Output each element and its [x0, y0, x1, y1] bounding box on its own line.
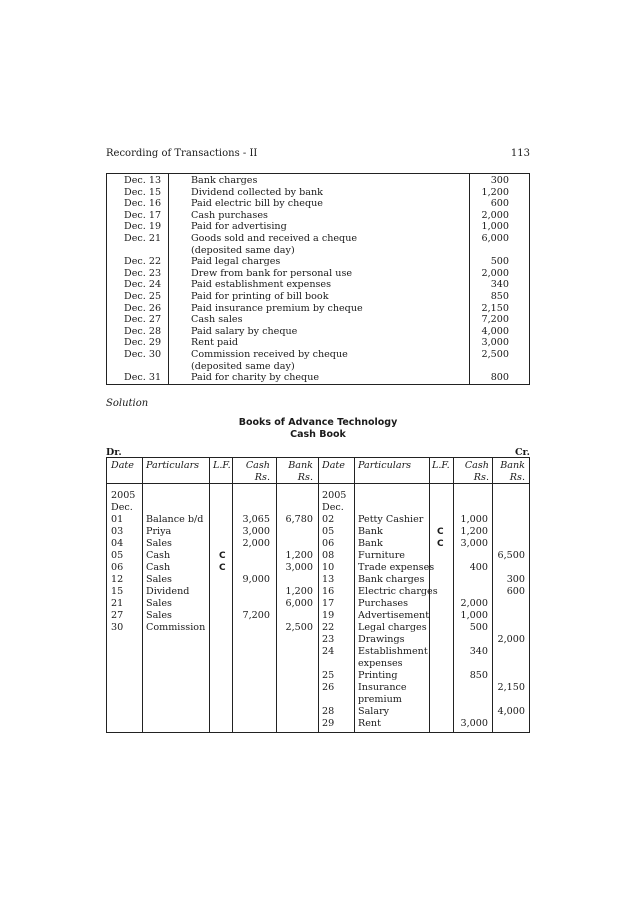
cr-cash: 400 — [469, 562, 488, 573]
header-lf-dr: L.F. — [213, 460, 231, 471]
cr-particulars: expenses — [358, 658, 403, 669]
transaction-particulars: Paid insurance premium by cheque — [191, 302, 363, 314]
cr-cash: 1,200 — [460, 526, 488, 537]
transaction-amount: 2,000 — [481, 209, 509, 221]
transaction-row — [107, 268, 529, 280]
transaction-row — [107, 233, 529, 245]
transaction-row — [107, 314, 529, 326]
header-divider — [107, 483, 529, 484]
header-date-dr: Date — [111, 460, 134, 471]
transaction-date: Dec. 27 — [124, 314, 162, 326]
header-bank-dr: Bank — [288, 460, 313, 471]
transaction-particulars: Paid salary by cheque — [191, 325, 298, 337]
transaction-particulars: Cash sales — [191, 314, 243, 326]
header-lf-cr: L.F. — [432, 460, 450, 471]
transaction-amount: 7,200 — [481, 314, 509, 326]
transaction-particulars: Bank charges — [191, 175, 258, 186]
dr-particulars: Sales — [146, 574, 172, 585]
cr-date: 08 — [322, 550, 335, 561]
transaction-row — [107, 198, 529, 210]
dr-date: 30 — [111, 622, 124, 633]
transaction-date: Dec. 19 — [124, 221, 162, 233]
header-cash-unit-cr: Rs. — [473, 472, 489, 483]
page-number: 113 — [510, 148, 530, 159]
transaction-amount: 500 — [490, 256, 509, 268]
header-date-cr: Date — [322, 460, 345, 471]
transaction-particulars: Goods sold and received a cheque — [191, 233, 358, 244]
cash-book-row — [107, 514, 529, 526]
dr-particulars: Dividend — [146, 586, 190, 597]
dr-date: 21 — [111, 598, 124, 609]
transaction-date: Dec. 17 — [124, 209, 162, 221]
dr-date: 04 — [111, 538, 124, 549]
dr-bank: 1,200 — [285, 586, 313, 597]
cr-particulars: Purchases — [358, 598, 409, 609]
cr-date: 24 — [322, 646, 335, 657]
cr-bank: 600 — [506, 586, 525, 597]
dr-particulars: Balance b/d — [146, 514, 204, 525]
cr-date: 22 — [322, 622, 335, 633]
chapter-title: Recording of Transactions - II — [106, 148, 258, 159]
cr-lf: C — [437, 527, 444, 537]
transaction-date: Dec. 22 — [124, 256, 162, 268]
cr-particulars: Establishment — [358, 646, 428, 657]
transaction-amount: 340 — [490, 279, 509, 291]
cr-particulars: Trade expenses — [358, 562, 435, 573]
cr-particulars: Bank — [358, 526, 383, 537]
cr-date: 19 — [322, 610, 335, 621]
book-subtitle: Cash Book — [290, 429, 346, 440]
book-title: Books of Advance Technology — [238, 417, 398, 428]
cr-date: 28 — [322, 706, 335, 717]
cr-date: 13 — [322, 574, 335, 585]
transaction-particulars: Paid legal charges — [191, 256, 281, 268]
transaction-row — [107, 361, 529, 373]
transaction-date: Dec. 13 — [124, 175, 162, 186]
cr-lf: C — [437, 539, 444, 549]
cr-cash: 1,000 — [460, 514, 488, 525]
cash-book-row — [107, 658, 529, 670]
dr-date: 27 — [111, 610, 124, 621]
cr-bank: 300 — [506, 574, 525, 585]
transaction-date: Dec. 16 — [124, 198, 162, 210]
transaction-row — [107, 221, 529, 233]
cr-date: 25 — [322, 670, 335, 681]
dr-date: 06 — [111, 562, 124, 573]
dr-label: Dr. — [106, 447, 122, 458]
cr-particulars: Advertisement — [358, 610, 430, 621]
header-bank-unit-dr: Rs. — [297, 472, 313, 483]
dr-cash: 3,000 — [242, 526, 270, 537]
dr-date: Dec. — [111, 502, 133, 513]
dr-particulars: Sales — [146, 598, 172, 609]
cr-date: 26 — [322, 682, 335, 693]
transaction-amount: 1,200 — [481, 186, 509, 198]
transaction-row — [107, 349, 529, 361]
cr-particulars: Printing — [358, 670, 398, 681]
cr-particulars: Rent — [358, 718, 381, 729]
dr-bank: 1,200 — [285, 550, 313, 561]
transaction-particulars: Cash purchases — [191, 209, 268, 221]
dr-cash: 2,000 — [242, 538, 270, 549]
cash-book-row — [107, 694, 529, 706]
header-cash-unit-dr: Rs. — [254, 472, 270, 483]
transaction-date: Dec. 21 — [124, 233, 162, 244]
cr-particulars: Legal charges — [358, 622, 427, 633]
transaction-amount: 2,500 — [481, 349, 509, 360]
transaction-date: Dec. 24 — [124, 279, 162, 291]
dr-date: 01 — [111, 514, 124, 525]
transaction-row — [107, 337, 529, 349]
cash-book-row — [107, 718, 529, 730]
cr-date: 2005 — [322, 490, 347, 501]
transaction-row — [107, 291, 529, 303]
transaction-amount: 850 — [490, 291, 509, 302]
cash-book-row — [107, 574, 529, 586]
transaction-amount: 600 — [490, 198, 509, 210]
dr-lf: C — [219, 563, 226, 573]
dr-bank: 6,780 — [285, 514, 313, 525]
cash-book-row — [107, 550, 529, 562]
transactions-table — [106, 173, 530, 385]
cash-book-row — [107, 634, 529, 646]
transaction-row — [107, 326, 529, 338]
cr-particulars: Electric charges — [358, 586, 438, 597]
dr-date: 12 — [111, 574, 124, 585]
cash-book-row — [107, 586, 529, 598]
cash-book-row — [107, 538, 529, 550]
transaction-particulars: (deposited same day) — [191, 360, 295, 372]
cr-bank: 6,500 — [497, 550, 525, 561]
header-cash-dr: Cash — [245, 460, 270, 471]
dr-cash: 9,000 — [242, 574, 270, 585]
cr-cash: 340 — [469, 646, 488, 657]
transaction-row — [107, 279, 529, 291]
transaction-amount: 4,000 — [481, 325, 509, 337]
header-particulars-dr: Particulars — [146, 460, 200, 471]
header-cash-cr: Cash — [464, 460, 489, 471]
cr-particulars: Salary — [358, 706, 390, 717]
cr-date: 10 — [322, 562, 335, 573]
cash-book-row — [107, 598, 529, 610]
dr-date: 03 — [111, 526, 124, 537]
cr-cash: 3,000 — [460, 538, 488, 549]
cash-book-row — [107, 490, 529, 502]
cash-book-row — [107, 670, 529, 682]
dr-particulars: Sales — [146, 610, 172, 621]
cash-book-row — [107, 502, 529, 514]
dr-lf: C — [219, 551, 226, 561]
cr-particulars: Insurance — [358, 682, 407, 693]
cr-cash: 2,000 — [460, 598, 488, 609]
transaction-row — [107, 256, 529, 268]
dr-particulars: Cash — [146, 562, 171, 573]
transaction-particulars: Paid for advertising — [191, 221, 287, 233]
dr-bank: 2,500 — [285, 622, 313, 633]
transaction-particulars: (deposited same day) — [191, 244, 295, 256]
cr-bank: 2,150 — [497, 682, 525, 693]
header-bank-cr: Bank — [500, 460, 525, 471]
transaction-particulars: Paid electric bill by cheque — [191, 198, 323, 210]
solution-label: Solution — [106, 398, 149, 409]
transaction-particulars: Paid for printing of bill book — [191, 291, 329, 302]
transaction-particulars: Drew from bank for personal use — [191, 267, 353, 279]
transaction-date: Dec. 31 — [124, 372, 162, 384]
cr-cash: 3,000 — [460, 718, 488, 729]
transaction-amount: 1,000 — [481, 221, 509, 233]
cr-label: Cr. — [514, 447, 530, 458]
cash-book-row — [107, 562, 529, 574]
transaction-row — [107, 372, 529, 384]
cr-date: 02 — [322, 514, 335, 525]
cash-book-row — [107, 682, 529, 694]
cr-particulars: Bank — [358, 538, 383, 549]
dr-particulars: Cash — [146, 550, 171, 561]
dr-particulars: Sales — [146, 538, 172, 549]
transaction-date: Dec. 15 — [124, 186, 162, 198]
transaction-date: Dec. 23 — [124, 267, 162, 279]
transaction-date: Dec. 25 — [124, 291, 162, 302]
cr-particulars: Furniture — [358, 550, 405, 561]
cr-particulars: Bank charges — [358, 574, 425, 585]
cr-cash: 500 — [469, 622, 488, 633]
dr-date: 2005 — [111, 490, 136, 501]
dr-particulars: Commission — [146, 622, 206, 633]
cr-date: 16 — [322, 586, 335, 597]
transaction-particulars: Rent paid — [191, 337, 239, 349]
cr-particulars: Drawings — [358, 634, 405, 645]
book-title-block — [106, 417, 530, 441]
transaction-date: Dec. 26 — [124, 302, 162, 314]
transaction-particulars: Commission received by cheque — [191, 349, 348, 360]
cr-date: 29 — [322, 718, 335, 729]
transaction-particulars: Paid for charity by cheque — [191, 372, 320, 384]
dr-particulars: Priya — [146, 526, 172, 537]
transaction-row — [107, 210, 529, 222]
cr-date: 05 — [322, 526, 335, 537]
cr-date: 17 — [322, 598, 335, 609]
transaction-row — [107, 187, 529, 199]
page-header — [106, 148, 530, 159]
header-particulars-cr: Particulars — [358, 460, 412, 471]
transaction-row — [107, 245, 529, 257]
cr-date: 23 — [322, 634, 335, 645]
cr-date: 06 — [322, 538, 335, 549]
cr-bank: 4,000 — [497, 706, 525, 717]
cash-book-row — [107, 646, 529, 658]
dr-date: 05 — [111, 550, 124, 561]
dr-bank: 6,000 — [285, 598, 313, 609]
transaction-amount: 2,000 — [481, 267, 509, 279]
dr-date: 15 — [111, 586, 124, 597]
transaction-date: Dec. 28 — [124, 325, 162, 337]
cash-book-row — [107, 526, 529, 538]
transaction-amount: 2,150 — [481, 302, 509, 314]
cash-book-table — [106, 457, 530, 733]
transaction-amount: 6,000 — [481, 233, 509, 244]
cr-cash: 1,000 — [460, 610, 488, 621]
transaction-date: Dec. 30 — [124, 349, 162, 360]
dr-cash: 3,065 — [242, 514, 270, 525]
transaction-date: Dec. 29 — [124, 337, 162, 349]
transaction-amount: 3,000 — [481, 337, 509, 349]
cr-date: Dec. — [322, 502, 344, 513]
transaction-particulars: Dividend collected by bank — [191, 186, 323, 198]
cr-cash: 850 — [469, 670, 488, 681]
transaction-row — [107, 303, 529, 315]
transaction-particulars: Paid establishment expenses — [191, 279, 332, 291]
cr-particulars: premium — [358, 694, 402, 705]
cash-book-row — [107, 610, 529, 622]
cr-particulars: Petty Cashier — [358, 514, 424, 525]
cr-bank: 2,000 — [497, 634, 525, 645]
transaction-amount: 300 — [490, 175, 509, 186]
header-bank-unit-cr: Rs. — [509, 472, 525, 483]
cash-book-row — [107, 622, 529, 634]
dr-cash: 7,200 — [242, 610, 270, 621]
dr-bank: 3,000 — [285, 562, 313, 573]
cash-book-row — [107, 706, 529, 718]
transaction-amount: 800 — [490, 372, 509, 384]
transaction-row — [107, 175, 529, 187]
